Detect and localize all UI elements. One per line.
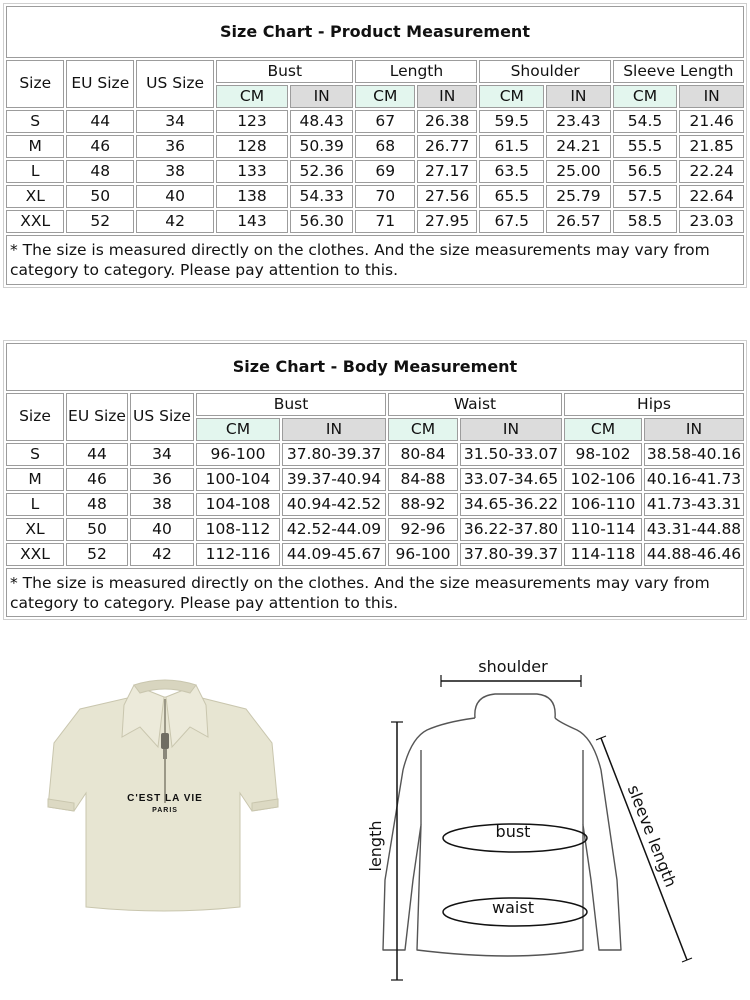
header-sleeve-length: Sleeve Length (613, 60, 744, 83)
table-cell: 40.16-41.73 (644, 468, 744, 491)
table-cell: 128 (216, 135, 288, 158)
sleeve-length-label: sleeve length (623, 782, 681, 890)
unit-in: IN (679, 85, 744, 108)
table-cell: 48 (66, 160, 134, 183)
table-row (6, 185, 744, 208)
table-cell: 61.5 (479, 135, 544, 158)
table-cell: 34 (130, 443, 194, 466)
table-cell: 63.5 (479, 160, 544, 183)
table-row (6, 210, 744, 233)
table-cell: 67.5 (479, 210, 544, 233)
table-cell: XXL (6, 210, 64, 233)
table-cell: 54.33 (290, 185, 354, 208)
table-cell: 56.30 (290, 210, 354, 233)
table-cell: 26.57 (546, 210, 611, 233)
table-cell: 57.5 (613, 185, 678, 208)
header-hips: Hips (564, 393, 744, 416)
table-cell: 22.64 (679, 185, 744, 208)
table-cell: XL (6, 185, 64, 208)
table-cell: 46 (66, 135, 134, 158)
table-row (6, 543, 744, 566)
header-size: Size (6, 393, 64, 441)
table-cell: 88-92 (388, 493, 458, 516)
measurement-note: * The size is measured directly on the clothes. And the size measurements may vary from category to category. Please pay attention to this. (6, 235, 744, 285)
unit-in: IN (417, 85, 478, 108)
table-cell: 52.36 (290, 160, 354, 183)
table-cell: 37.80-39.37 (282, 443, 386, 466)
table-cell: 106-110 (564, 493, 642, 516)
table-row (6, 443, 744, 466)
body-measurement-table (3, 340, 747, 620)
table-cell: 36.22-37.80 (460, 518, 562, 541)
table-row (6, 518, 744, 541)
table-cell: 21.85 (679, 135, 744, 158)
table-cell: XXL (6, 543, 64, 566)
table-cell: L (6, 160, 64, 183)
table-row (6, 135, 744, 158)
table-cell: 98-102 (564, 443, 642, 466)
table-cell: 36 (130, 468, 194, 491)
table-cell: 123 (216, 110, 288, 133)
header-eu-size: EU Size (66, 393, 128, 441)
table-cell: 23.03 (679, 210, 744, 233)
table-cell: 70 (355, 185, 414, 208)
unit-in: IN (644, 418, 744, 441)
table-cell: 27.17 (417, 160, 478, 183)
table-cell: 25.00 (546, 160, 611, 183)
table-cell: 67 (355, 110, 414, 133)
table-cell: 84-88 (388, 468, 458, 491)
table-cell: 38 (130, 493, 194, 516)
unit-cm: CM (613, 85, 678, 108)
length-label: length (366, 820, 385, 872)
table-cell: 21.46 (679, 110, 744, 133)
header-waist: Waist (388, 393, 562, 416)
table-cell: M (6, 135, 64, 158)
table-cell: 80-84 (388, 443, 458, 466)
table-cell: S (6, 110, 64, 133)
table-cell: 42 (136, 210, 214, 233)
table-cell: 48 (66, 493, 128, 516)
table-cell: L (6, 493, 64, 516)
unit-cm: CM (216, 85, 288, 108)
unit-cm: CM (479, 85, 544, 108)
table-cell: 26.77 (417, 135, 478, 158)
unit-cm: CM (388, 418, 458, 441)
table-cell: 42.52-44.09 (282, 518, 386, 541)
table-cell: 44 (66, 110, 134, 133)
table-cell: 44.09-45.67 (282, 543, 386, 566)
table-cell: 68 (355, 135, 414, 158)
table-cell: S (6, 443, 64, 466)
table-cell: 36 (136, 135, 214, 158)
table-row (6, 468, 744, 491)
shirt-print-line1: C'EST LA VIE (127, 793, 203, 804)
table-cell: 25.79 (546, 185, 611, 208)
table-cell: 33.07-34.65 (460, 468, 562, 491)
unit-in: IN (282, 418, 386, 441)
unit-in: IN (460, 418, 562, 441)
garment-neck-outline (475, 694, 555, 718)
measurement-note: * The size is measured directly on the clothes. And the size measurements may vary from category to category. Please pay attention to this. (6, 568, 744, 617)
header-us-size: US Size (130, 393, 194, 441)
table-cell: 31.50-33.07 (460, 443, 562, 466)
table-cell: 50 (66, 518, 128, 541)
table-cell: 69 (355, 160, 414, 183)
table-cell: 50.39 (290, 135, 354, 158)
unit-cm: CM (355, 85, 414, 108)
table-cell: 54.5 (613, 110, 678, 133)
header-eu-size: EU Size (66, 60, 134, 108)
table-cell: 43.31-44.88 (644, 518, 744, 541)
table-cell: 52 (66, 210, 134, 233)
header-shoulder: Shoulder (479, 60, 610, 83)
table-cell: 52 (66, 543, 128, 566)
unit-cm: CM (564, 418, 642, 441)
header-length: Length (355, 60, 477, 83)
table-cell: 104-108 (196, 493, 280, 516)
header-us-size: US Size (136, 60, 214, 108)
table-cell: 58.5 (613, 210, 678, 233)
table-cell: 102-106 (564, 468, 642, 491)
table-cell: 133 (216, 160, 288, 183)
table-cell: 44.88-46.46 (644, 543, 744, 566)
header-size: Size (6, 60, 64, 108)
table-cell: 143 (216, 210, 288, 233)
unit-cm: CM (196, 418, 280, 441)
product-measurement-table (3, 3, 747, 288)
table-cell: 96-100 (388, 543, 458, 566)
table-cell: 42 (130, 543, 194, 566)
table-cell: 34.65-36.22 (460, 493, 562, 516)
product-chart-title: Size Chart - Product Measurement (6, 6, 744, 58)
header-bust: Bust (196, 393, 386, 416)
table-cell: 108-112 (196, 518, 280, 541)
table-cell: 138 (216, 185, 288, 208)
table-cell: 40 (136, 185, 214, 208)
table-cell: 40 (130, 518, 194, 541)
table-cell: XL (6, 518, 64, 541)
sleeve-length-line (601, 738, 687, 960)
table-cell: 112-116 (196, 543, 280, 566)
table-cell: 50 (66, 185, 134, 208)
shoulder-label: shoulder (478, 657, 548, 676)
bust-label: bust (495, 822, 531, 841)
table-cell: 38.58-40.16 (644, 443, 744, 466)
table-cell: 96-100 (196, 443, 280, 466)
table-cell: 27.56 (417, 185, 478, 208)
table-cell: M (6, 468, 64, 491)
table-cell: 71 (355, 210, 414, 233)
table-cell: 56.5 (613, 160, 678, 183)
table-cell: 55.5 (613, 135, 678, 158)
table-cell: 44 (66, 443, 128, 466)
shirt-print-line2: PARIS (152, 807, 178, 814)
table-row (6, 493, 744, 516)
table-cell: 92-96 (388, 518, 458, 541)
table-cell: 34 (136, 110, 214, 133)
body-chart-title: Size Chart - Body Measurement (6, 343, 744, 391)
table-cell: 26.38 (417, 110, 478, 133)
table-cell: 37.80-39.37 (460, 543, 562, 566)
table-cell: 24.21 (546, 135, 611, 158)
table-cell: 110-114 (564, 518, 642, 541)
table-cell: 23.43 (546, 110, 611, 133)
table-cell: 46 (66, 468, 128, 491)
table-cell: 27.95 (417, 210, 478, 233)
table-cell: 100-104 (196, 468, 280, 491)
table-cell: 65.5 (479, 185, 544, 208)
unit-in: IN (546, 85, 611, 108)
header-bust: Bust (216, 60, 353, 83)
table-cell: 38 (136, 160, 214, 183)
measurement-diagram (355, 650, 700, 990)
table-cell: 22.24 (679, 160, 744, 183)
table-cell: 114-118 (564, 543, 642, 566)
table-cell: 41.73-43.31 (644, 493, 744, 516)
table-cell: 40.94-42.52 (282, 493, 386, 516)
table-cell: 48.43 (290, 110, 354, 133)
table-row (6, 110, 744, 133)
table-row (6, 160, 744, 183)
table-cell: 39.37-40.94 (282, 468, 386, 491)
unit-in: IN (290, 85, 354, 108)
waist-label: waist (492, 898, 534, 917)
table-cell: 59.5 (479, 110, 544, 133)
